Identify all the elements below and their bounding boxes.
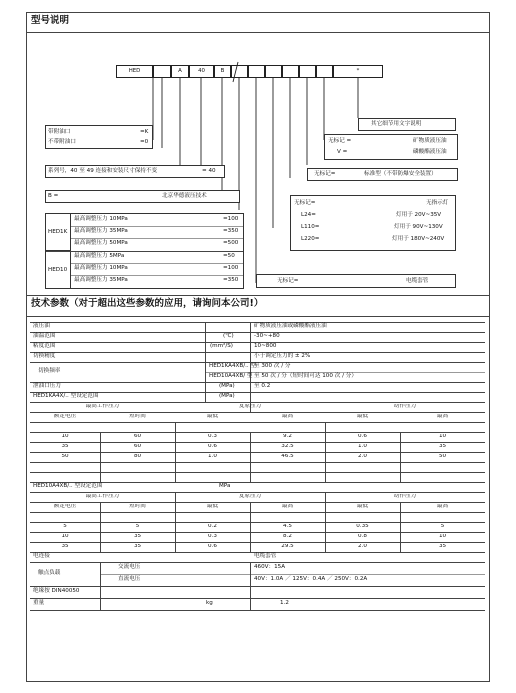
table-cell: 10 <box>438 434 447 439</box>
hdr-reset: 复原压力 <box>238 494 262 499</box>
pressure-model-1: HED1K <box>48 229 68 235</box>
table-cell: 2.0 <box>358 544 367 549</box>
table-cell: 0.6 <box>208 544 217 549</box>
lamp-value: 灯用于 20V~35V <box>396 212 442 218</box>
ip-label: 绝缘按 DIN40050 <box>33 588 80 594</box>
contact-type-1: 交流电压 <box>118 564 141 570</box>
table-cell: 10 <box>438 534 447 539</box>
tech-table <box>30 322 485 622</box>
table-cell: 60 <box>133 444 142 449</box>
pressure-row-label: 最高调整压力 50MPa <box>74 240 128 246</box>
visc-value: 10~800 <box>254 343 277 349</box>
lamp-key: L110= <box>301 224 320 230</box>
table-cell: 9.2 <box>283 434 292 439</box>
pressure-row-label: 最高调整压力 35MPa <box>74 228 128 234</box>
pressure-row-label: 最高调整压力 10MPa <box>74 265 128 271</box>
contact-value-1: 460V：15A <box>254 564 286 570</box>
seal-label-2: 不带附油口 <box>48 139 76 145</box>
seal-box <box>45 125 153 149</box>
divider <box>26 295 490 296</box>
table-cell: 29.5 <box>281 544 294 549</box>
range2-label: HED10A4XB/.. 型设定范围 <box>33 483 103 489</box>
fluid-value: 矿物质液压油或磷酸酯液压油 <box>254 323 327 329</box>
range1-label: HED1KA4X/.. 型设定范围 <box>33 393 99 399</box>
table-cell: 46.5 <box>281 454 294 459</box>
range1-unit: (MPa) <box>219 393 235 399</box>
temp-unit: (℃) <box>223 333 234 339</box>
std-key: 无标记= <box>314 171 336 177</box>
hdr-max: 最高 <box>281 504 294 509</box>
hdr-min: 最低 <box>356 414 369 419</box>
table-cell: 0.35 <box>356 524 369 529</box>
hdr-max-work: 最高工作压力 <box>85 494 120 499</box>
freq-value-1: 至 300 次 / 分 <box>254 363 291 369</box>
code-box-3: A <box>171 65 189 78</box>
brand-value: 北京华德液压技术 <box>162 193 207 199</box>
other-label: 其它细节用文字说明 <box>371 121 422 127</box>
pressure-row-value: =500 <box>223 240 239 246</box>
elec-box <box>256 274 456 288</box>
lamp-value: 灯用于 90V~130V <box>394 224 443 230</box>
hdr-rated: 额定电压 <box>53 504 77 509</box>
table-cell: 4.5 <box>283 524 292 529</box>
table-cell: 5 <box>440 524 445 529</box>
lamp-key: L220= <box>301 236 320 242</box>
pressure-row-value: =350 <box>223 228 239 234</box>
table-cell: 35 <box>61 444 69 449</box>
hdr-action: 动作压力 <box>393 404 417 409</box>
precision-value: 小于调定压力的 ± 2% <box>254 353 311 359</box>
freq-label: 切换频率 <box>38 368 61 374</box>
table-cell: 50 <box>438 454 447 459</box>
pressure-row-value: =50 <box>223 253 235 259</box>
freq-value-2: 至 50 次 / 分（短时间可达 100 次 / 分） <box>254 373 357 379</box>
code-box-4: 40 <box>189 65 214 78</box>
lamp-value: 无指示灯 <box>426 200 449 206</box>
hdr-reset: 复原压力 <box>238 404 262 409</box>
table-cell: 1.0 <box>208 454 217 459</box>
port-unit: (MPa) <box>219 383 235 389</box>
hdr-min: 最低 <box>206 504 219 509</box>
table-cell: 35 <box>438 544 447 549</box>
hdr-short: 短时间 <box>129 414 146 419</box>
freq-model-2: HED10A4XB/ 型 <box>209 373 253 379</box>
table-cell: 80 <box>133 454 142 459</box>
oil-value-2: 磷酸酯液压油 <box>413 149 447 155</box>
seal-value-1: =K <box>140 129 149 135</box>
divider <box>26 316 490 317</box>
hdr-min: 最低 <box>356 504 369 509</box>
table-cell: 0.8 <box>358 534 367 539</box>
hdr-max: 最高 <box>436 414 449 419</box>
series-box <box>45 165 225 178</box>
table-cell: 0.3 <box>208 434 217 439</box>
brand-box <box>45 190 240 203</box>
lamp-key: L24= <box>301 212 316 218</box>
std-box <box>307 168 458 181</box>
table-cell: 60 <box>133 434 142 439</box>
table-cell: 10 <box>61 534 69 539</box>
hdr-rated: 额定电压 <box>53 414 77 419</box>
table-cell: 32.5 <box>281 444 294 449</box>
brand-key: B = <box>48 193 59 199</box>
pressure-model-2: HED10 <box>48 267 68 273</box>
pressure-row-value: =100 <box>223 216 239 222</box>
precision-label: 切换精度 <box>33 353 56 359</box>
series-value: = 40 <box>202 168 216 174</box>
hdr-max-work: 最高工作压力 <box>85 404 120 409</box>
table-cell: 0.6 <box>208 444 217 449</box>
port-label: 泄油口压力 <box>33 383 61 389</box>
temp-label: 油温范围 <box>33 333 56 339</box>
elec-value: 电缆套管 <box>406 278 429 284</box>
range2-unit: MPa <box>219 483 231 489</box>
seal-value-2: =0 <box>140 139 149 145</box>
oil-key-1: 无标记 = <box>328 138 352 144</box>
pressure-row-value: =350 <box>223 277 239 283</box>
temp-value: -30~+80 <box>254 333 280 339</box>
code-box-12: * <box>333 65 383 78</box>
freq-model-1: HED1KA4XB/.. 型 <box>209 363 257 369</box>
elec-value: 电缆套管 <box>254 553 277 559</box>
table-cell: 5 <box>135 524 140 529</box>
lamp-box <box>290 195 456 251</box>
table-cell: 0.3 <box>208 534 217 539</box>
weight-unit: kg <box>206 600 213 606</box>
table-cell: 35 <box>61 544 69 549</box>
elec-label: 电连接 <box>33 553 50 559</box>
table-cell: 0.2 <box>208 524 217 529</box>
section-title-tech: 技术参数（对于超出这些参数的应用，请询问本公司!） <box>31 298 264 309</box>
table-cell: 8.2 <box>283 534 292 539</box>
contact-type-2: 直流电压 <box>118 576 141 582</box>
code-box-1: HED <box>116 65 153 78</box>
table-cell: 35 <box>438 444 447 449</box>
table-cell: 1.0 <box>358 444 367 449</box>
pressure-box <box>45 213 244 289</box>
hdr-action: 动作压力 <box>393 494 417 499</box>
table-cell: 35 <box>133 534 142 539</box>
table-cell: 10 <box>61 434 69 439</box>
hdr-max: 最高 <box>281 414 294 419</box>
fluid-label: 液压油 <box>33 323 50 329</box>
contact-value-2: 40V：1.0A ／ 125V：0.4A ／ 250V：0.2A <box>254 576 368 582</box>
oil-key-2: V = <box>337 149 348 155</box>
hdr-min: 最低 <box>206 414 219 419</box>
port-value: 至 0.2 <box>254 383 271 389</box>
oil-box <box>324 134 458 160</box>
section-title-model: 型号说明 <box>31 15 70 26</box>
hdr-short: 短时间 <box>129 504 146 509</box>
code-box-5: B <box>214 65 231 78</box>
visc-unit: (mm²/S) <box>210 343 233 349</box>
pressure-row-label: 最高调整压力 10MPa <box>74 216 128 222</box>
seal-label-1: 带附油口 <box>48 129 71 135</box>
lamp-value: 灯用于 180V~240V <box>392 236 445 242</box>
table-cell: 35 <box>133 544 142 549</box>
other-box <box>358 118 456 131</box>
hdr-max: 最高 <box>436 504 449 509</box>
pressure-row-label: 最高调整压力 5MPa <box>74 253 125 259</box>
pressure-row-label: 最高调整压力 35MPa <box>74 277 128 283</box>
pressure-row-value: =100 <box>223 265 239 271</box>
std-value: 标准型（不带防爆安全装置） <box>364 171 437 177</box>
table-cell: 2.0 <box>358 454 367 459</box>
weight-value: 1.2 <box>280 600 289 606</box>
table-cell: 0.6 <box>358 434 367 439</box>
lamp-key: 无标记= <box>294 200 316 206</box>
visc-label: 粘度范围 <box>33 343 56 349</box>
contact-label: 触点负载 <box>38 570 61 576</box>
table-cell: 50 <box>61 454 69 459</box>
series-label: 系列号，40 至 49 连接和安装尺寸保持不变 <box>48 168 158 174</box>
oil-value-1: 矿物质液压油 <box>413 138 447 144</box>
weight-label: 重量 <box>33 600 45 606</box>
table-cell: 5 <box>63 524 67 529</box>
elec-key: 无标记= <box>277 278 299 284</box>
